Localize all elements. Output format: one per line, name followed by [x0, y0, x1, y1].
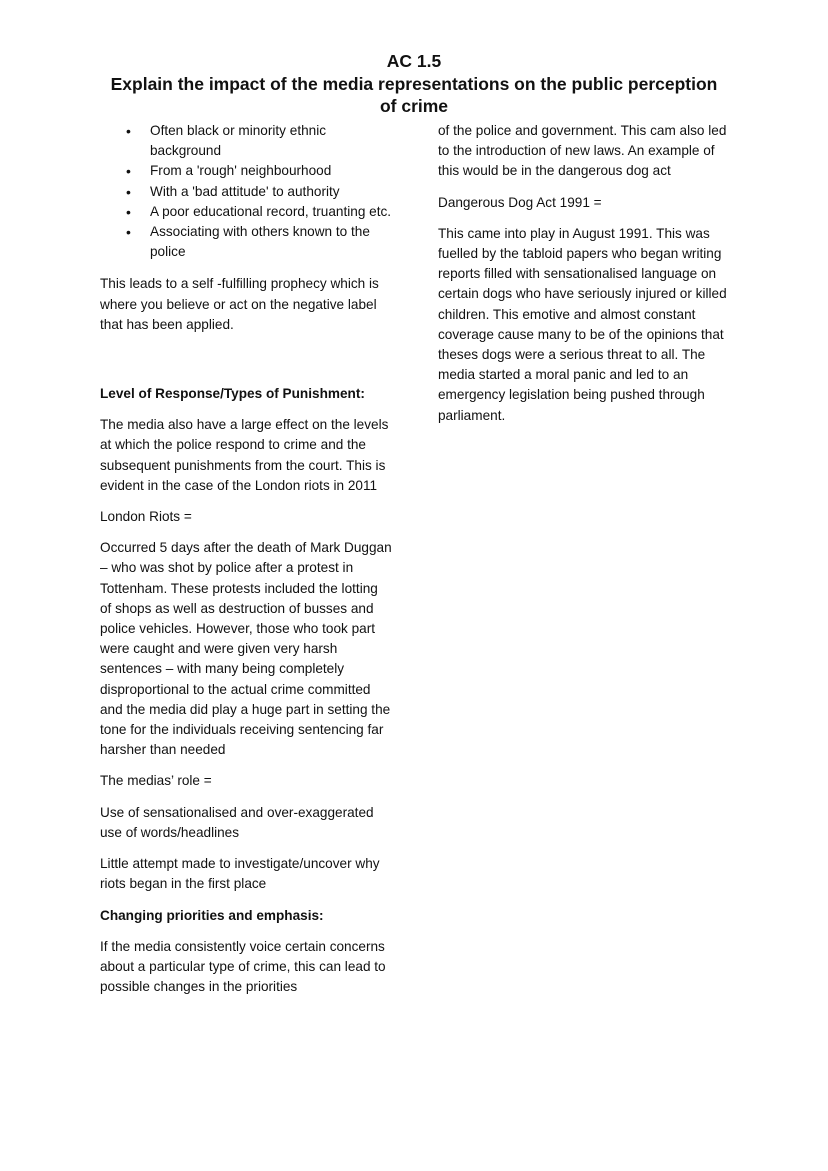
list-item: • With a 'bad attitude' to authority: [100, 182, 392, 202]
list-item: • Often black or minority ethnic background: [100, 121, 392, 161]
page-code: AC 1.5: [386, 51, 442, 71]
continuation-paragraph: of the police and government. This cam also led to the introduction of new laws. An example of this would be in the dangerous dog act: [438, 123, 727, 179]
response-paragraph: The media also have a large effect on the levels at which the police respond to crime and the subsequent punishments from the court. This is evident in the case of the London riots in 2011: [100, 417, 389, 493]
list-item: • A poor educational record, truanting etc.: [100, 202, 392, 222]
list-item: • From a 'rough' neighbourhood: [100, 161, 392, 181]
dog-act-paragraph: This came into play in August 1991. This was fuelled by the tabloid papers who began writing reports filled with sensationalised language on certain dogs who have seriously injured or killed children. This emotive and almost constant coverage cause many to be of the opinions that theses dogs were a serious threat to all. The media started a moral panic and led to an emergency legislation being pushed through parliament.: [438, 225, 727, 423]
media-role-point: Use of sensationalised and over-exaggerated use of words/headlines: [100, 804, 374, 840]
prophecy-paragraph: This leads to a self -fulfilling prophecy which is where you believe or act on the negative label that has been applied.: [100, 276, 379, 332]
priorities-paragraph: If the media consistently voice certain concerns about a particular type of crime, this can lead to possible changes in the priorities: [100, 938, 386, 995]
media-role-point: Little attempt made to investigate/uncover why riots began in the first place: [100, 856, 380, 892]
right-column: [438, 121, 733, 437]
page-header: [100, 50, 728, 117]
riots-paragraph: Occurred 5 days after the death of Mark Duggan – who was shot by police after a protest in Tottenham. These protests included the lotting of shops as well as destruction of busses and police vehicles. However, those who took part were caught and were given very harsh sentences – with many being completely disproportional to the actual crime committed and the media did play a huge part in setting the tone for the individuals receiving sentencing far harsher than needed: [100, 540, 392, 758]
left-column: [100, 121, 392, 1008]
dog-act-label: Dangerous Dog Act 1991 =: [438, 194, 602, 210]
response-heading: Level of Response/Types of Punishment:: [100, 386, 365, 402]
page-title: Explain the impact of the media representations on the public perception of crime: [110, 74, 718, 116]
media-role-label: The medias’ role =: [100, 773, 212, 789]
list-item: • Associating with others known to the police: [100, 222, 392, 262]
offender-traits-list: [100, 121, 392, 262]
riots-label: London Riots =: [100, 509, 192, 525]
priorities-heading: Changing priorities and emphasis:: [100, 907, 324, 923]
